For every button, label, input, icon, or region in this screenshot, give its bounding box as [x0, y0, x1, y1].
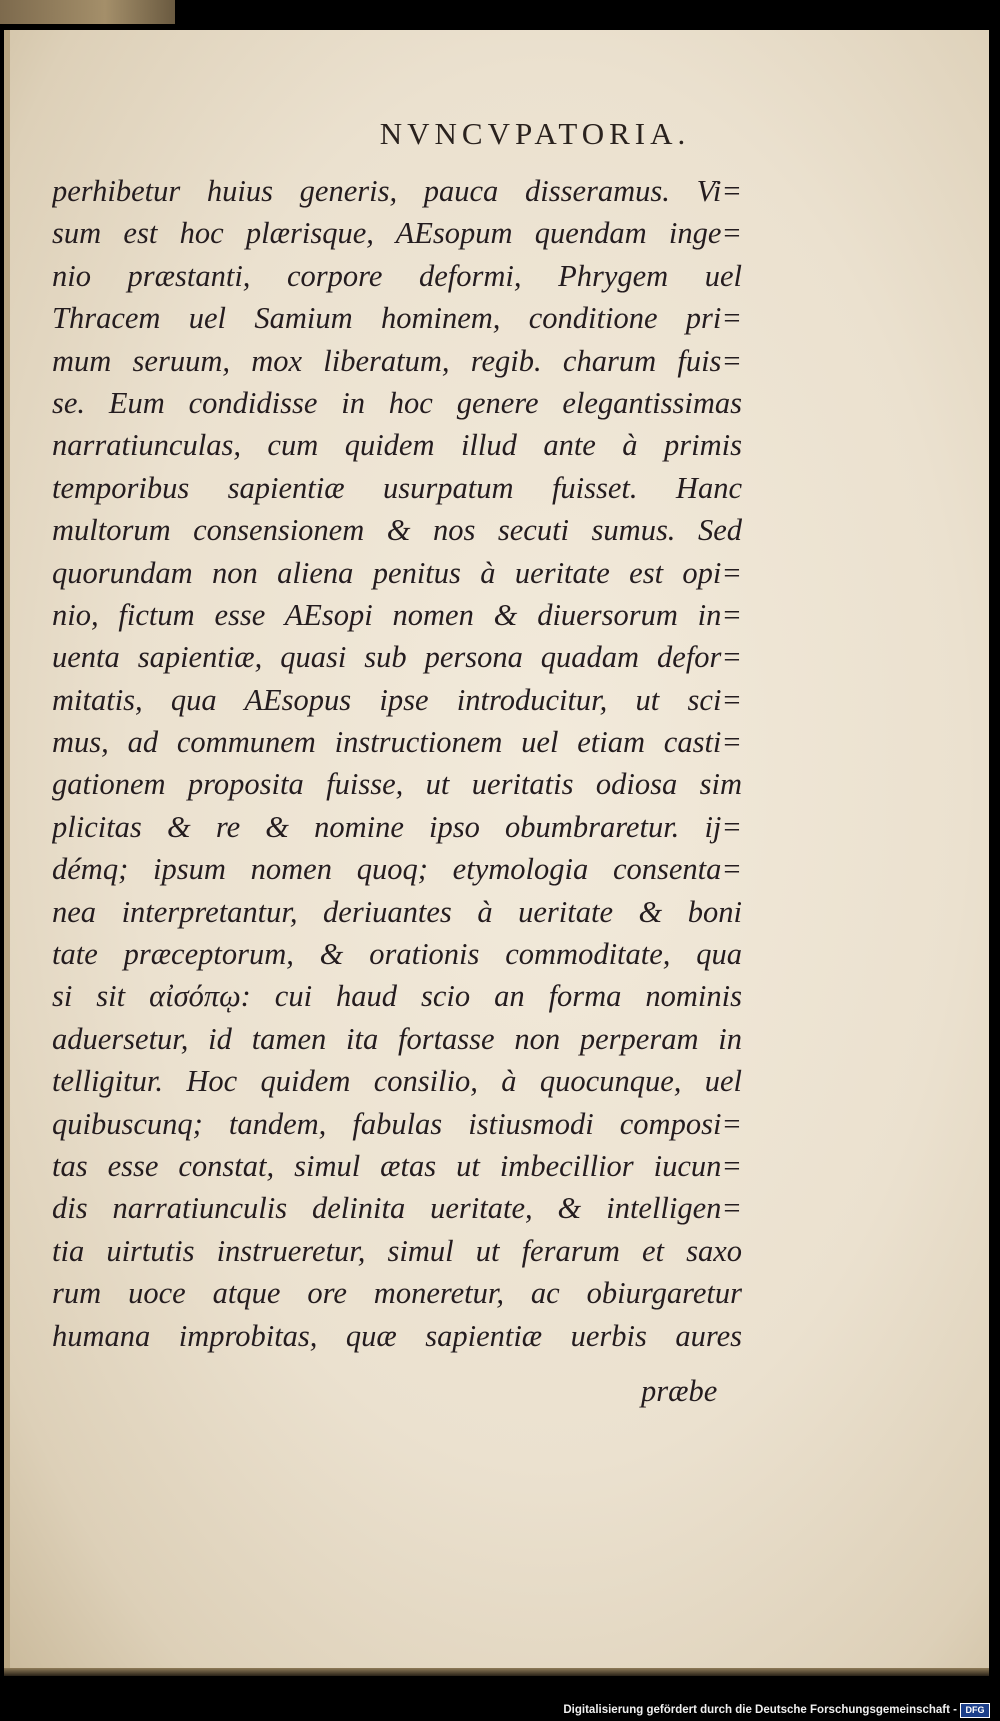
text-line: démq; ipsum nomen quoq; etymologia consenta=	[52, 852, 742, 887]
text-line: tate præceptorum, & orationis commoditate, qua	[52, 937, 742, 972]
text-line: telligitur. Hoc quidem consilio, à quocunque, uel	[52, 1064, 742, 1099]
text-line: humana improbitas, quæ sapientiæ uerbis aures	[52, 1318, 742, 1353]
text-line: quorundam non aliena penitus à ueritate est opi=	[52, 555, 742, 590]
dfg-logo: DFG	[960, 1703, 990, 1718]
text-line: plicitas & re & nomine ipso obumbraretur. ij=	[52, 809, 742, 844]
text-line: temporibus sapientiæ usurpatum fuisset. Hanc	[52, 470, 742, 505]
text-line: multorum consensionem & nos secuti sumus. Sed	[52, 513, 742, 548]
funding-credit: Digitalisierung gefördert durch die Deutsche Forschungsgemeinschaft -	[563, 1704, 957, 1716]
running-header: NVNCVPATORIA.	[379, 116, 691, 151]
text-line: mum seruum, mox liberatum, regib. charum fuis=	[52, 343, 742, 378]
text-line: nio præstanti, corpore deformi, Phrygem uel	[52, 258, 742, 293]
page-bottom-edge	[4, 1668, 989, 1676]
text-line: nea interpretantur, deriuantes à ueritate & boni	[52, 894, 742, 929]
text-line: si sit αἰσόπῳ: cui haud scio an forma nominis	[52, 979, 742, 1014]
text-line: rum uoce atque ore moneretur, ac obiurgaretur	[52, 1276, 742, 1311]
catchword: præbe	[641, 1374, 718, 1408]
text-line: mus, ad communem instructionem uel etiam casti=	[52, 725, 742, 760]
text-line: sum est hoc plærisque, AEsopum quendam inge=	[52, 216, 742, 251]
previous-page-edge	[0, 0, 175, 24]
text-line: narratiunculas, cum quidem illud ante à primis	[52, 428, 742, 463]
text-line: Thracem uel Samium hominem, conditione pri=	[52, 301, 742, 336]
body-text	[52, 170, 742, 1357]
text-line: mitatis, qua AEsopus ipse introducitur, ut sci=	[52, 682, 742, 717]
text-line: quibuscunq; tandem, fabulas istiusmodi composi=	[52, 1106, 742, 1141]
text-line: gationem proposita fuisse, ut ueritatis odiosa sim	[52, 767, 742, 802]
text-line: dis narratiunculis delinita ueritate, & intelligen=	[52, 1191, 742, 1226]
text-line: perhibetur huius generis, pauca disseramus. Vi=	[52, 174, 742, 208]
text-line: uenta sapientiæ, quasi sub persona quadam defor=	[52, 640, 742, 675]
text-line: nio, fictum esse AEsopi nomen & diuersorum in=	[52, 597, 742, 632]
text-line: aduersetur, id tamen ita fortasse non perperam in	[52, 1021, 742, 1056]
text-line: tia uirtutis instrueretur, simul ut ferarum et saxo	[52, 1233, 742, 1268]
text-line: tas esse constat, simul ætas ut imbecillior iucun=	[52, 1148, 742, 1183]
text-line: se. Eum condidisse in hoc genere elegantissimas	[52, 385, 742, 420]
